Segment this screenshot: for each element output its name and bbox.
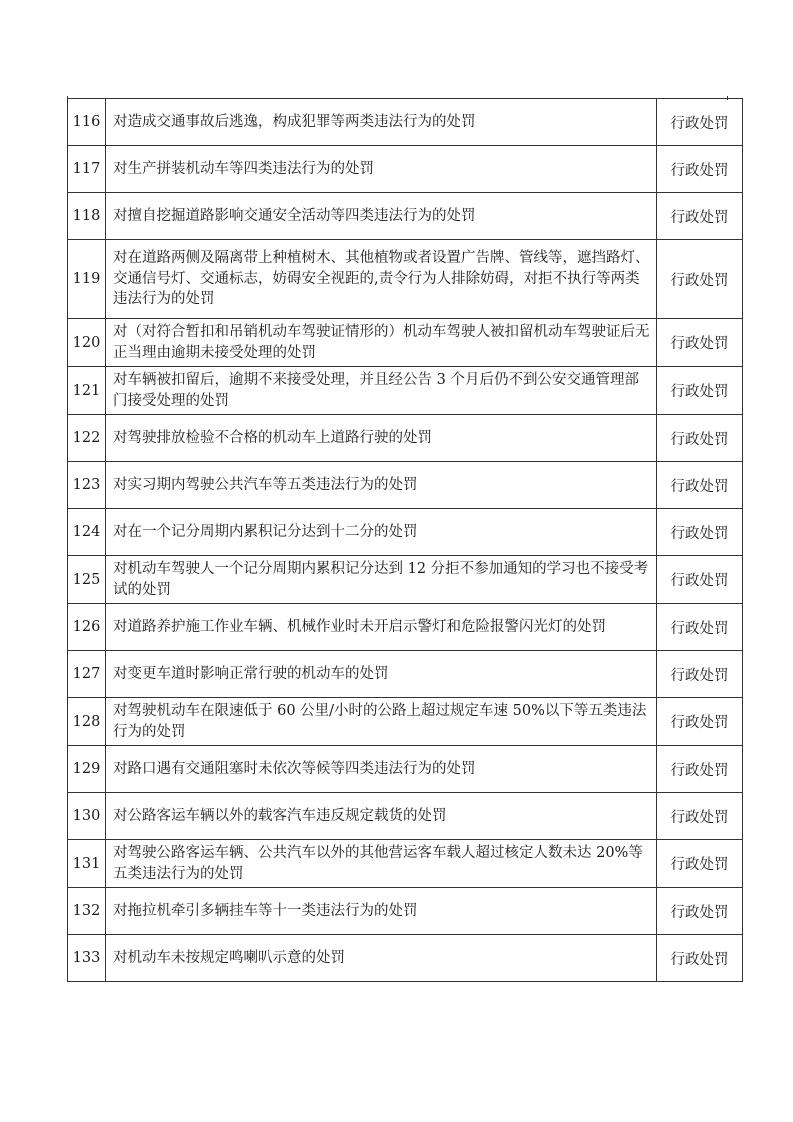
- table-row: [68, 319, 743, 367]
- row-description: 对生产拼装机动车等四类违法行为的处罚: [106, 146, 657, 193]
- row-category: 行政处罚: [657, 698, 743, 746]
- row-number: 121: [68, 367, 106, 415]
- table-row: [68, 651, 743, 698]
- row-description: 对（对符合暂扣和吊销机动车驾驶证情形的）机动车驾驶人被扣留机动车驾驶证后无正当理由逾期未接受处理的处罚: [106, 319, 657, 367]
- row-number: 132: [68, 888, 106, 935]
- row-number: 119: [68, 240, 106, 319]
- table-row: [68, 746, 743, 793]
- row-number: 126: [68, 604, 106, 651]
- row-number: 127: [68, 651, 106, 698]
- table-row: [68, 240, 743, 319]
- row-description: 对驾驶公路客运车辆、公共汽车以外的其他营运客车载人超过核定人数未达 20%等五类违法行为的处罚: [106, 840, 657, 888]
- row-number: 118: [68, 193, 106, 240]
- table-row: [68, 509, 743, 556]
- table-row: [68, 415, 743, 462]
- row-category: 行政处罚: [657, 193, 743, 240]
- row-number: 116: [68, 99, 106, 146]
- table-row: [68, 99, 743, 146]
- row-description: 对公路客运车辆以外的载客汽车违反规定载货的处罚: [106, 793, 657, 840]
- table-row: [68, 367, 743, 415]
- row-description: 对驾驶排放检验不合格的机动车上道路行驶的处罚: [106, 415, 657, 462]
- row-category: 行政处罚: [657, 319, 743, 367]
- table-row: [68, 146, 743, 193]
- row-category: 行政处罚: [657, 509, 743, 556]
- row-category: 行政处罚: [657, 888, 743, 935]
- row-number: 128: [68, 698, 106, 746]
- row-category: 行政处罚: [657, 99, 743, 146]
- row-category: 行政处罚: [657, 367, 743, 415]
- row-category: 行政处罚: [657, 462, 743, 509]
- table-row: [68, 888, 743, 935]
- row-description: 对变更车道时影响正常行驶的机动车的处罚: [106, 651, 657, 698]
- penalty-table: [67, 98, 743, 982]
- row-description: 对机动车驾驶人一个记分周期内累积记分达到 12 分拒不参加通知的学习也不接受考试的处罚: [106, 556, 657, 604]
- table-row: [68, 698, 743, 746]
- row-category: 行政处罚: [657, 840, 743, 888]
- row-number: 120: [68, 319, 106, 367]
- row-category: 行政处罚: [657, 793, 743, 840]
- row-number: 124: [68, 509, 106, 556]
- row-description: 对造成交通事故后逃逸，构成犯罪等两类违法行为的处罚: [106, 99, 657, 146]
- table-row: [68, 604, 743, 651]
- row-number: 117: [68, 146, 106, 193]
- row-description: 对拖拉机牵引多辆挂车等十一类违法行为的处罚: [106, 888, 657, 935]
- row-category: 行政处罚: [657, 146, 743, 193]
- table-row: [68, 840, 743, 888]
- row-category: 行政处罚: [657, 604, 743, 651]
- table-row: [68, 793, 743, 840]
- row-category: 行政处罚: [657, 556, 743, 604]
- table-row: [68, 556, 743, 604]
- row-number: 122: [68, 415, 106, 462]
- penalty-table-container: [67, 98, 728, 982]
- row-category: 行政处罚: [657, 746, 743, 793]
- row-description: 对车辆被扣留后，逾期不来接受处理，并且经公告 3 个月后仍不到公安交通管理部门接受处理的处罚: [106, 367, 657, 415]
- row-description: 对机动车未按规定鸣喇叭示意的处罚: [106, 935, 657, 982]
- row-description: 对擅自挖掘道路影响交通安全活动等四类违法行为的处罚: [106, 193, 657, 240]
- row-description: 对实习期内驾驶公共汽车等五类违法行为的处罚: [106, 462, 657, 509]
- row-description: 对在一个记分周期内累积记分达到十二分的处罚: [106, 509, 657, 556]
- table-row: [68, 462, 743, 509]
- table-row: [68, 935, 743, 982]
- row-description: 对道路养护施工作业车辆、机械作业时未开启示警灯和危险报警闪光灯的处罚: [106, 604, 657, 651]
- row-number: 125: [68, 556, 106, 604]
- row-number: 131: [68, 840, 106, 888]
- row-category: 行政处罚: [657, 415, 743, 462]
- row-number: 123: [68, 462, 106, 509]
- row-number: 130: [68, 793, 106, 840]
- row-number: 129: [68, 746, 106, 793]
- table-row: [68, 193, 743, 240]
- row-description: 对路口遇有交通阻塞时未依次等候等四类违法行为的处罚: [106, 746, 657, 793]
- row-category: 行政处罚: [657, 935, 743, 982]
- row-number: 133: [68, 935, 106, 982]
- row-category: 行政处罚: [657, 240, 743, 319]
- row-description: 对在道路两侧及隔离带上种植树木、其他植物或者设置广告牌、管线等，遮挡路灯、交通信号灯、交通标志，妨碍安全视距的,责令行为人排除妨碍，对拒不执行等两类违法行为的处罚: [106, 240, 657, 319]
- penalty-table-body: [68, 99, 743, 982]
- row-description: 对驾驶机动车在限速低于 60 公里/小时的公路上超过规定车速 50%以下等五类违法行为的处罚: [106, 698, 657, 746]
- row-category: 行政处罚: [657, 651, 743, 698]
